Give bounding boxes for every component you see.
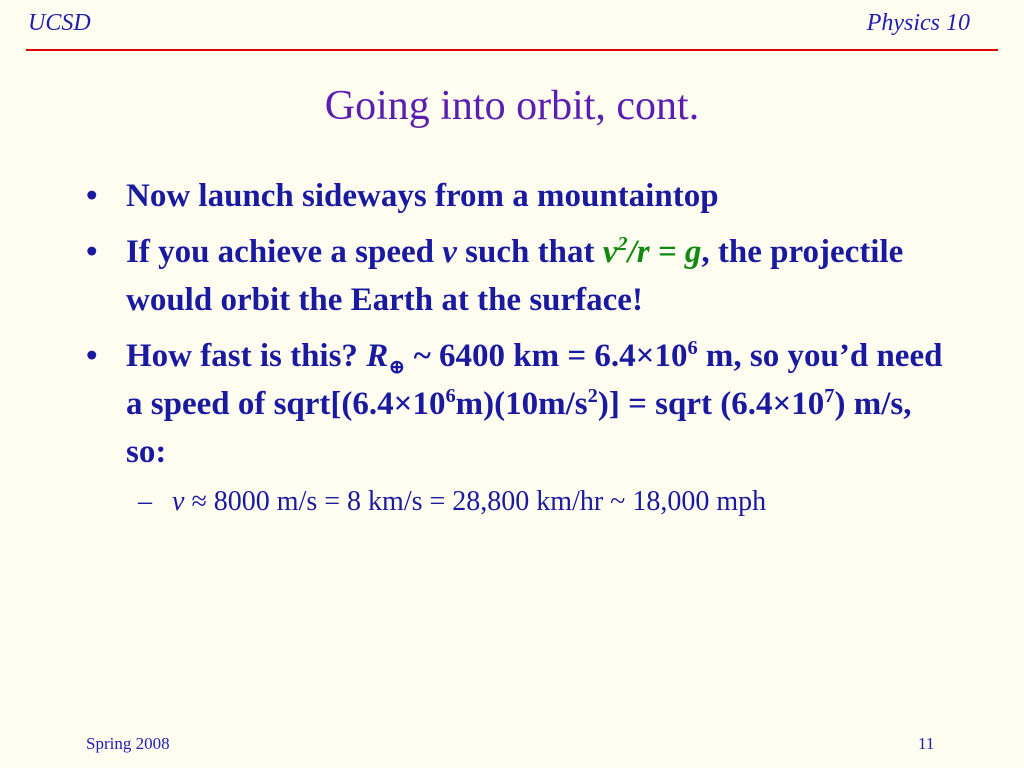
bullet-3-text-b: ~ 6400 km = 6.4×10 (405, 338, 688, 374)
earth-symbol: ⊕ (388, 356, 406, 379)
bullet-3-text-c: m, so you’d need a speed of sqrt[(6.4×10 (126, 338, 943, 422)
equation-rest: /r = g (627, 234, 702, 270)
exponent-3: 2 (587, 385, 598, 407)
page-number: 11 (918, 734, 935, 753)
bullet-3-text-f: ) m/s, so: (126, 386, 912, 470)
bullet-2 (86, 228, 946, 324)
bullet-1-text: Now launch sideways from a mountaintop (126, 178, 719, 214)
bullet-dot: • (86, 338, 98, 374)
equation-exponent: 2 (617, 233, 628, 255)
exponent-4: 7 (824, 385, 835, 407)
bullet-3-text-a: How fast is this? (126, 338, 367, 374)
bullet-2-text-c: , the projectile would orbit the Earth at the surface! (126, 234, 904, 318)
bullet-dot: • (86, 234, 98, 270)
exponent-2: 6 (445, 385, 456, 407)
sub-bullet-text: ≈ 8000 m/s = 8 km/s = 28,800 km/hr ~ 18,000 mph (184, 486, 767, 517)
bullet-2-var-v: v (442, 234, 457, 270)
earth-radius-symbol: R (366, 338, 389, 374)
bullet-2-equation (603, 234, 702, 270)
sub-bullet-var-v: v (172, 486, 185, 517)
slide-title: Going into orbit, cont. (324, 83, 700, 129)
exponent-1: 6 (687, 337, 698, 359)
header-divider (26, 49, 998, 51)
sub-bullet-dash: – (138, 486, 152, 517)
bullet-3 (86, 332, 946, 476)
bullet-2-text-b: such that (456, 234, 603, 270)
slide-content (86, 172, 946, 520)
bullet-1 (86, 172, 946, 220)
bullet-2-text-a: If you achieve a speed (126, 234, 443, 270)
header-left: UCSD (28, 10, 91, 36)
bullet-dot: • (86, 178, 98, 214)
equation-v: v (602, 234, 618, 270)
bullet-3-text-d: m)(10m/s (455, 386, 588, 422)
sub-bullet (86, 484, 946, 520)
header-right: Physics 10 (866, 10, 970, 36)
bullet-3-text-e: )] = sqrt (6.4×10 (597, 386, 825, 422)
footer-date: Spring 2008 (86, 734, 170, 753)
